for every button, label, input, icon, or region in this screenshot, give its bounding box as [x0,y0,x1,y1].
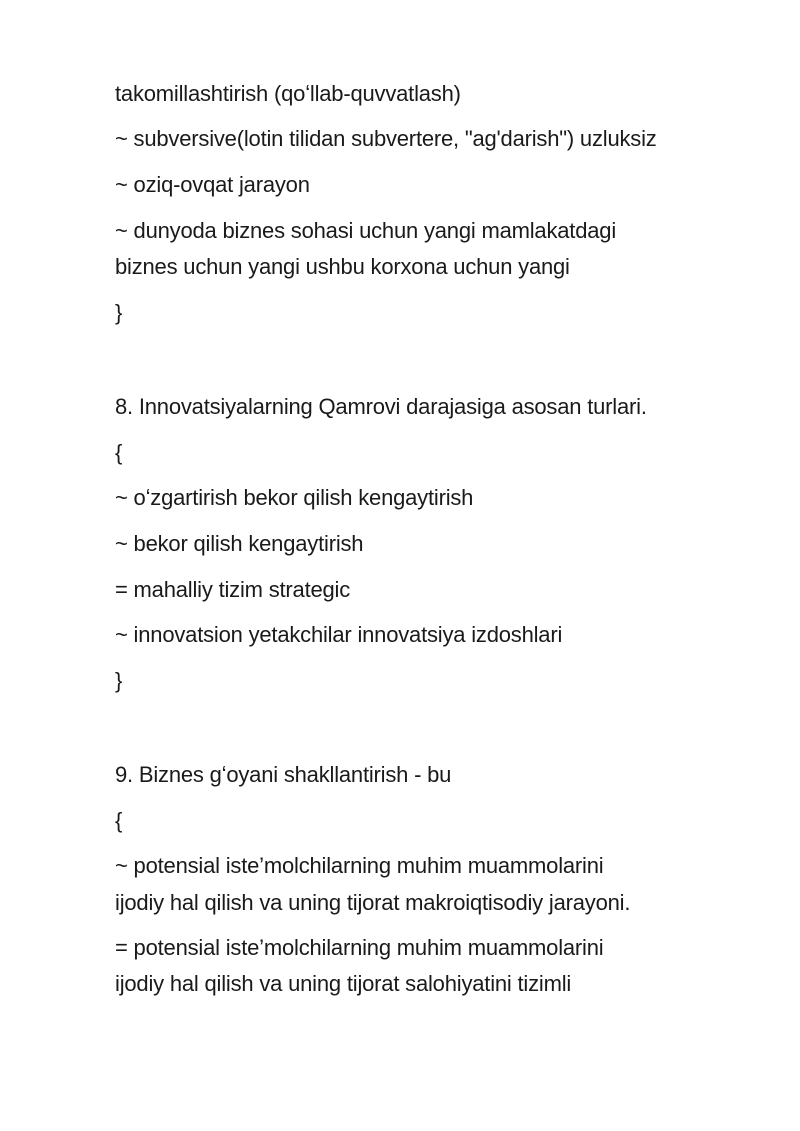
question-title: 9. Biznes gʻoyani shakllantirish - bu [115,762,452,787]
answer-option-continuation: biznes uchun yangi ushbu korxona uchun yangi [115,254,570,279]
answer-option: ~ potensial iste’molchilarning muhim muammolarini [115,853,604,878]
correct-answer-option: = potensial iste’molchilarning muhim muammolarini [115,935,604,960]
answer-text-line: takomillashtirish (qoʻllab-quvvatlash) [115,81,461,106]
answer-option-continuation: ijodiy hal qilish va uning tijorat makroiqtisodiy jarayoni. [115,890,631,915]
opening-brace: { [115,808,123,833]
answer-option: ~ subversive(lotin tilidan subvertere, "ag'darish") uzluksiz [115,126,657,151]
opening-brace: { [115,440,123,465]
answer-option: ~ bekor qilish kengaytirish [115,531,364,556]
closing-brace: } [115,300,123,325]
answer-option: ~ oziq-ovqat jarayon [115,172,310,197]
answer-option: ~ innovatsion yetakchilar innovatsiya izdoshlari [115,622,563,647]
answer-option-continuation: ijodiy hal qilish va uning tijorat salohiyatini tizimli [115,971,572,996]
closing-brace: } [115,668,123,693]
question-title: 8. Innovatsiyalarning Qamrovi darajasiga asosan turlari. [115,394,647,419]
correct-answer-option: = mahalliy tizim strategic [115,577,351,602]
answer-option: ~ dunyoda biznes sohasi uchun yangi mamlakatdagi [115,218,617,243]
answer-option: ~ oʻzgartirish bekor qilish kengaytirish [115,485,474,510]
